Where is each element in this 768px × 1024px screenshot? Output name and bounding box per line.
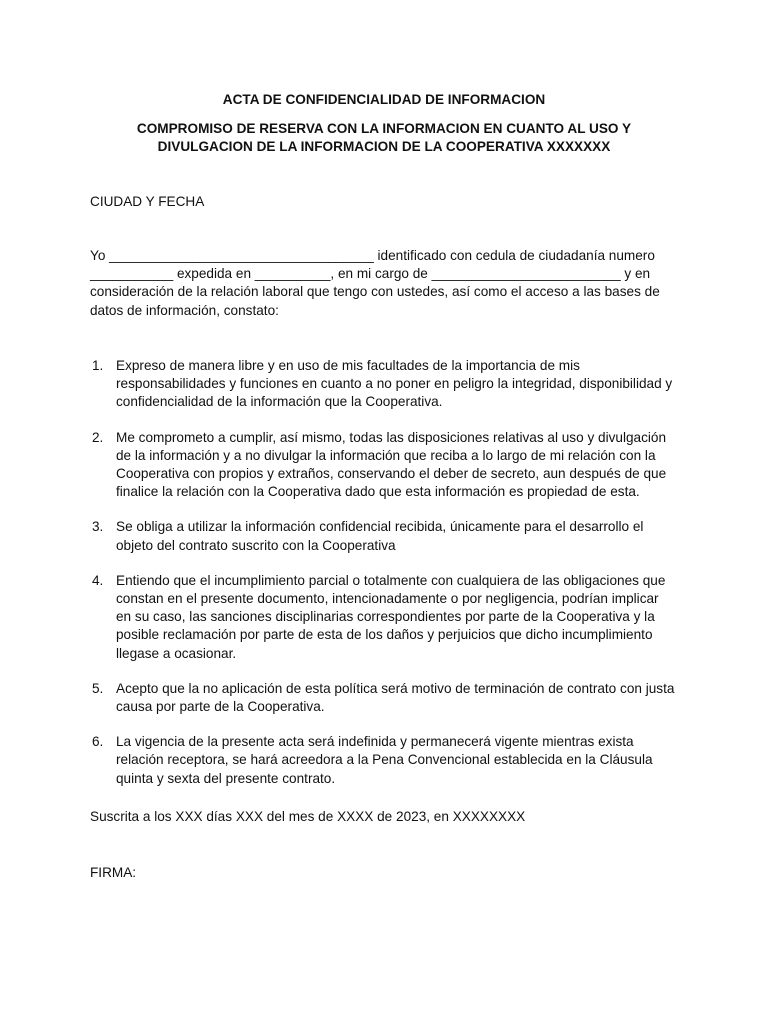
- document-subtitle: [120, 120, 648, 156]
- document-title: ACTA DE CONFIDENCIALIDAD DE INFORMACION: [222, 92, 546, 107]
- clause-item: [90, 572, 690, 663]
- clause-number: 6.: [92, 734, 104, 750]
- clause-number: 4.: [92, 572, 104, 588]
- clause-item: [90, 733, 690, 788]
- signed-line: Suscrita a los XXX días XXX del mes de XXXX de 2023, en XXXXXXXX: [90, 809, 526, 824]
- clause-line: Se obliga a utilizar la información confidencial recibida, únicamente para el desarrollo el: [116, 519, 644, 535]
- clause-number: 3.: [92, 519, 104, 535]
- clause-item: [90, 518, 690, 554]
- intro-line: consideración de la relación laboral que tengo con ustedes, así como el acceso a las bases de: [90, 284, 660, 300]
- intro-line: ___________ expedida en __________, en mi cargo de _________________________ y en: [90, 266, 651, 282]
- clause-line: responsabilidades y funciones en cuanto a no poner en peligro la integridad, disponibilidad y: [116, 376, 673, 392]
- clause-number: 5.: [92, 680, 104, 696]
- clause-item: [90, 680, 690, 716]
- subtitle-line: COMPROMISO DE RESERVA CON LA INFORMACION EN CUANTO AL USO Y: [136, 121, 632, 136]
- subtitle-line: DIVULGACION DE LA INFORMACION DE LA COOPERATIVA XXXXXXX: [157, 139, 611, 154]
- clause-line: de la información y a no divulgar la información que reciba a lo largo de mi relación con la: [116, 447, 656, 463]
- clause-line: Entiendo que el incumplimiento parcial o totalmente con cualquiera de las obligaciones que: [116, 572, 666, 588]
- clause-line: La vigencia de la presente acta será indefinida y permanecerá vigente mientras exista: [116, 734, 634, 750]
- intro-paragraph: [90, 247, 690, 320]
- city-date-label: CIUDAD Y FECHA: [90, 194, 205, 209]
- intro-line: datos de información, constato:: [90, 302, 279, 318]
- clause-item: [90, 357, 690, 412]
- signature-label: FIRMA:: [90, 865, 137, 880]
- intro-line: Yo ___________________________________ identificado con cedula de ciudadanía numero: [90, 248, 655, 263]
- clause-number: 2.: [92, 429, 104, 445]
- clause-line: causa por parte de la Cooperativa.: [116, 699, 325, 715]
- clause-item: [90, 429, 690, 502]
- clause-line: en su caso, las sanciones disciplinarias correspondientes por parte de la Cooperativa y la: [116, 609, 655, 625]
- clause-line: Expreso de manera libre y en uso de mis facultades de la importancia de mis: [116, 358, 580, 373]
- clause-line: confidencialidad de la información que la Cooperativa.: [116, 394, 443, 410]
- clause-line: llegase a ocasionar.: [116, 645, 237, 661]
- clause-line: Cooperativa con propios y extraños, conservando el deber de secreto, aun después de que: [116, 466, 667, 482]
- clause-line: posible reclamación por parte de esta de los daños y perjuicios que dicho incumplimiento: [116, 627, 653, 643]
- clause-list: [90, 357, 690, 805]
- clause-line: objeto del contrato suscrito con la Cooperativa: [116, 537, 396, 553]
- clause-number: 1.: [92, 358, 104, 373]
- clause-line: constan en el presente documento, intencionadamente o por negligencia, podrían implicar: [116, 591, 659, 607]
- clause-line: Me comprometo a cumplir, así mismo, todas las disposiciones relativas al uso y divulgación: [116, 429, 667, 445]
- clause-line: quinta y sexta del presente contrato.: [116, 770, 336, 786]
- clause-line: relación receptora, se hará acreedora a la Pena Convencional establecida en la Cláusula: [116, 752, 653, 768]
- clause-line: Acepto que la no aplicación de esta política será motivo de terminación de contrato con justa: [116, 680, 675, 696]
- clause-line: finalice la relación con la Cooperativa dado que esta información es propiedad de esta.: [116, 484, 640, 500]
